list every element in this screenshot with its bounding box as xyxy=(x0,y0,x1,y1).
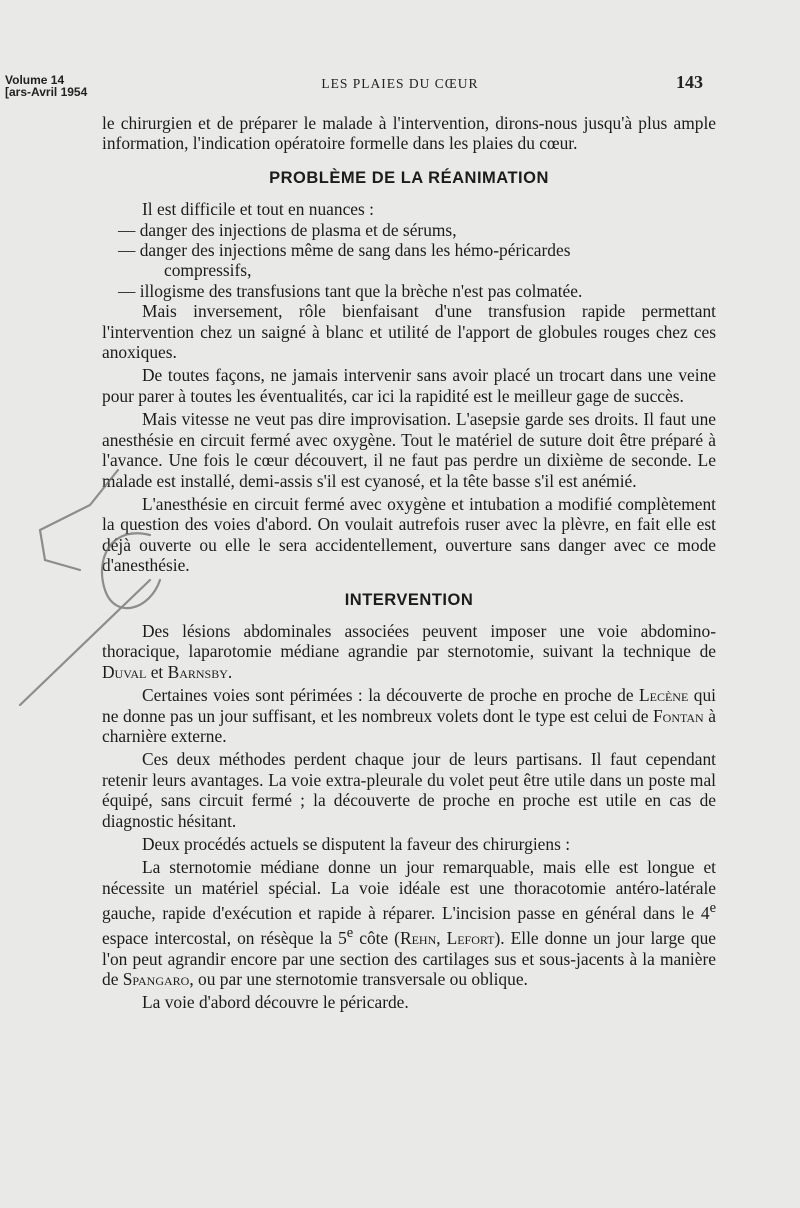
text-run: , ou par une sternotomie transversale ou oblique. xyxy=(189,969,528,990)
text-run: ). Elle donne un jour large que l'on peut agrandir encore par une section des cartilages sus et sous-jacents à la manière de xyxy=(102,928,716,990)
superscript: e xyxy=(346,925,354,942)
text-run: espace intercostal, on résèque la 5 xyxy=(102,928,347,949)
author-name: Lecène xyxy=(639,685,689,706)
section-heading: PROBLÈME DE LA RÉANIMATION xyxy=(269,168,549,187)
author-name: Fontan xyxy=(653,705,704,726)
running-title: LES PLAIES DU CŒUR xyxy=(321,76,479,91)
text-run: qui ne donne pas un jour suffisant, et les nombreux volets dont le type est celui de xyxy=(102,685,716,726)
paragraph: Mais vitesse ne veut pas dire improvisation. L'asepsie garde ses droits. Il faut une anesthésie en circuit fermé avec oxygène. Tout le matériel de suture doit être préparé à l'avance. Une fois le cœur découvert, il ne faut pas perdre un dixième de seconde. Le malade est installé, demi-assis s'il est cyanosé, et la tête basse s'il est anémié. xyxy=(102,409,716,491)
paragraph: le chirurgien et de préparer le malade à l'intervention, dirons-nous jusqu'à plus ample information, l'indication opératoire formelle dans les plaies du cœur. xyxy=(102,113,716,154)
text-run: à charnière externe. xyxy=(102,705,716,746)
author-name: Duval xyxy=(102,661,147,682)
paragraph: Deux procédés actuels se disputent la faveur des chirurgiens : xyxy=(142,834,571,854)
paragraph: De toutes façons, ne jamais intervenir sans avoir placé un trocart dans une veine pour parer à toutes les éventualités, car ici la rapidité est le meilleur gage de succès. xyxy=(102,365,716,406)
dash-item-continuation: compressifs, xyxy=(164,260,252,281)
paragraph: Il est difficile et tout en nuances : xyxy=(142,199,374,220)
paragraph: Ces deux méthodes perdent chaque jour de leurs partisans. Il faut cependant retenir leurs avantages. La voie extra-pleurale du volet peut être utile dans un poste mal équipé, sans circuit fermé ; la découverte de proche en proche est utile en cas de diagnostic hésitant. xyxy=(102,749,716,831)
paragraph: L'anesthésie en circuit fermé avec oxygène et intubation a modifié complètement la question des voies d'abord. On voulait autrefois ruser avec la plèvre, en fait elle est déjà ouverte ou elle le sera accidentellement, ouverture sans danger avec ce mode d'anesthésie. xyxy=(102,493,716,576)
paragraph xyxy=(102,857,716,989)
volume-date: [ars-Avril 1954 xyxy=(5,85,88,99)
dash-item-line: — danger des injections même de sang dans les hémo-péricardes xyxy=(118,240,571,261)
author-name: Lefort xyxy=(446,928,495,949)
article-body xyxy=(102,113,716,1013)
dash-item xyxy=(102,240,716,281)
dash-item: — danger des injections de plasma et de sérums, xyxy=(118,219,457,240)
text-run: côte ( xyxy=(353,928,400,949)
text-run: et xyxy=(146,661,168,682)
paragraph: La voie d'abord découvre le péricarde. xyxy=(142,992,409,1013)
author-name: Rehn xyxy=(399,928,437,949)
paragraph xyxy=(102,685,716,746)
author-name: Barnsby. xyxy=(167,661,233,682)
volume-number: Volume 14 xyxy=(5,73,65,87)
dash-item: — illogisme des transfusions tant que la brèche n'est pas colmatée. xyxy=(118,280,583,301)
page-number: 143 xyxy=(676,72,703,92)
paragraph xyxy=(102,621,716,682)
superscript: e xyxy=(709,900,716,917)
text-run: Des lésions abdominales associées peuvent imposer une voie abdomino-thoracique, laparotomie médiane agrandie par sternotomie, suivant la technique de xyxy=(102,620,716,662)
text-run: La sternotomie médiane donne un jour remarquable, mais elle est longue et nécessite un matériel spécial. La voie idéale est une thoracotomie antéro-latérale gauche, rapide d'exécution et rapide à réparer. L'incision passe en général dans le 4 xyxy=(102,857,716,924)
author-name: Spangaro xyxy=(122,969,190,990)
paragraph: Mais inversement, rôle bienfaisant d'une transfusion rapide permettant l'intervention chez un saigné à blanc et utilité de l'apport de globules rouges chez ces anoxiques. xyxy=(102,301,716,363)
text-run: Certaines voies sont périmées : la découverte de proche en proche de xyxy=(142,685,640,706)
text-run: , xyxy=(436,928,447,949)
section-heading: INTERVENTION xyxy=(344,590,474,609)
